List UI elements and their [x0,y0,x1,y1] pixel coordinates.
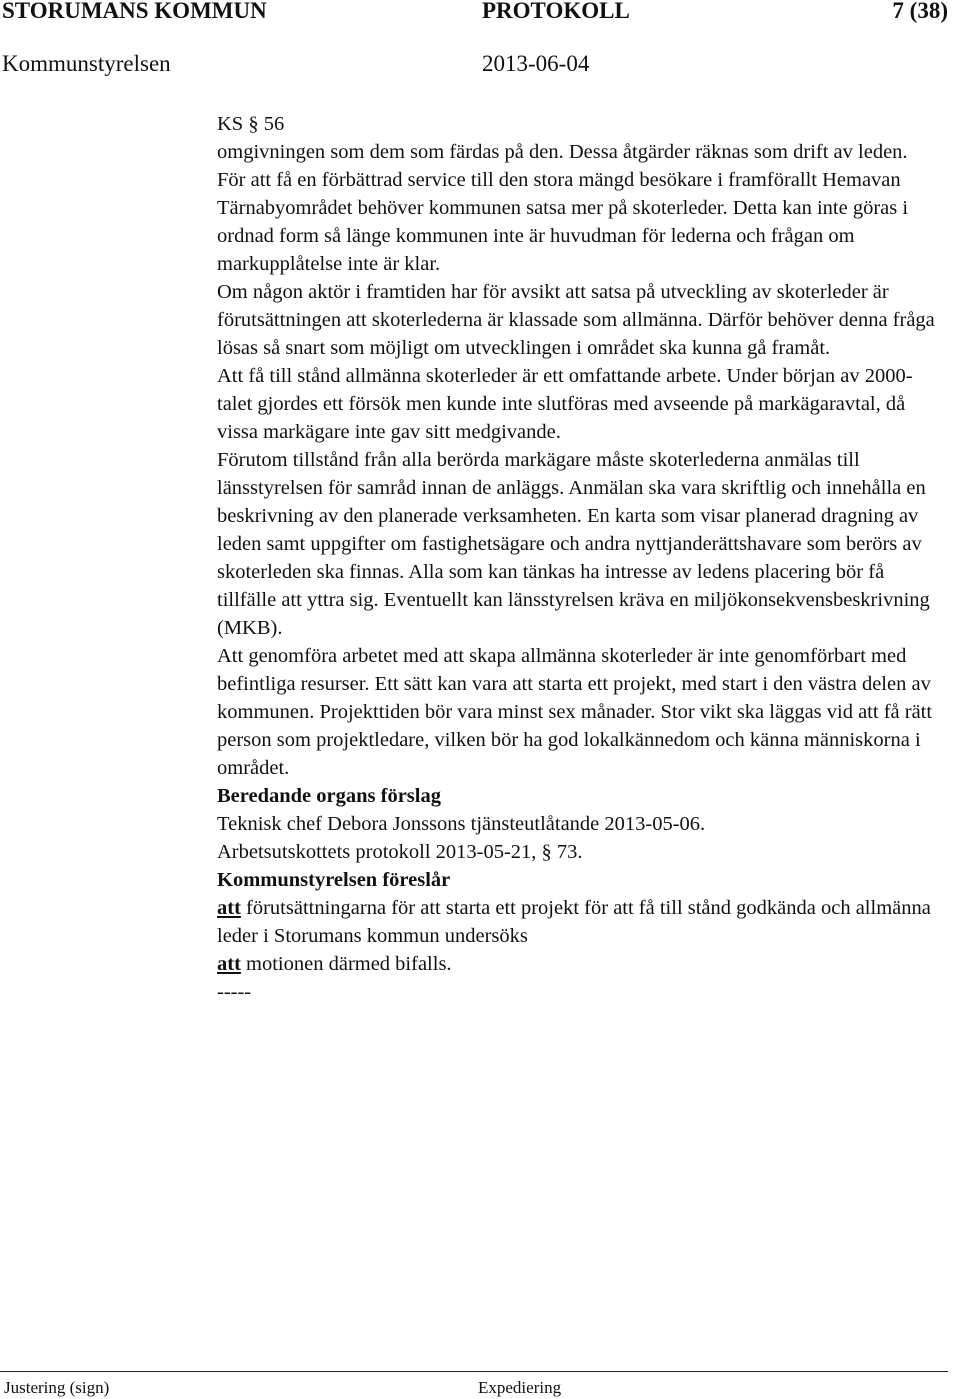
proposal-item [217,950,947,978]
preparation-line: Teknisk chef Debora Jonssons tjänsteutlåtande 2013-05-06. [217,813,706,835]
preparation-heading: Beredande organs förslag [217,785,441,807]
document-body [217,110,947,1006]
section-number: KS § 56 [217,113,285,135]
paragraph: Att genomföra arbetet med att skapa allmänna skoterleder är inte genomförbart med befintliga resurser. Ett sätt kan vara att starta ett projekt, med start i den västra delen av kommunen. Projekttiden bör vara minst sex månader. Stor vikt ska läggas vid att få rätt person som projektledare, vilken bör ha god lokalkännedom och känna människorna i området. [217,645,933,779]
meeting-date: 2013-06-04 [482,51,590,76]
proposal-keyword: att [217,897,241,919]
header-row-bottom [0,52,960,78]
preparation-line: Arbetsutskottets protokoll 2013-05-21, § 73. [217,841,583,863]
page-number: 7 (38) [892,0,948,23]
proposal-item [217,894,947,950]
municipality-name: STORUMANS KOMMUN [2,0,267,23]
paragraph: Förutom tillstånd från alla berörda markägare måste skoterlederna anmälas till länsstyrelsen för samråd innan de anläggs. Anmälan ska vara skriftlig och innehålla en beskrivning av den planerade verksamheten. En karta som visar planerad dragning av leden samt uppgifter om fastighetsägare och andra nyttjanderättshavare som berörs av skoterleden ska finnas. Alla som kan tänkas ha intresse av ledens placering bör få tillfälle att yttra sig. Eventuellt kan länsstyrelsen kräva en miljökonsekvensbeskrivning (MKB). [217,449,930,639]
end-marker: ----- [217,981,252,1003]
footer-justering: Justering (sign) [4,1378,110,1397]
proposal-heading: Kommunstyrelsen föreslår [217,869,451,891]
paragraph: Om någon aktör i framtiden har för avsikt att satsa på utveckling av skoterleder är förutsättningen att skoterlederna är klassade som allmänna. Därför behöver denna fråga lösas så snart som möjligt om utvecklingen i området ska kunna gå framåt. [217,281,935,359]
footer-expediering: Expediering [478,1378,562,1397]
footer-divider [0,1371,948,1372]
committee-name: Kommunstyrelsen [2,51,171,76]
paragraph: Att få till stånd allmänna skoterleder är ett omfattande arbete. Under början av 2000-talet gjordes ett försök men kunde inte slutföras med avseende på markägaravtal, då vissa markägare inte gav sitt medgivande. [217,365,913,443]
proposal-keyword: att [217,953,241,975]
document-type: PROTOKOLL [482,0,630,23]
paragraph: omgivningen som dem som färdas på den. Dessa åtgärder räknas som drift av leden. [217,141,908,163]
proposal-text: motionen därmed bifalls. [240,953,452,975]
proposal-text: förutsättningarna för att starta ett projekt för att få till stånd godkända och allmänna leder i Storumans kommun undersöks [217,897,931,947]
header-row-top [0,0,960,25]
paragraph: För att få en förbättrad service till den stora mängd besökare i framförallt Hemavan Tärnabyområdet behöver kommunen satsa mer på skoterleder. Detta kan inte göras i ordnad form så länge kommunen inte är huvudman för lederna och frågan om markupplåtelse inte är klar. [217,169,909,275]
